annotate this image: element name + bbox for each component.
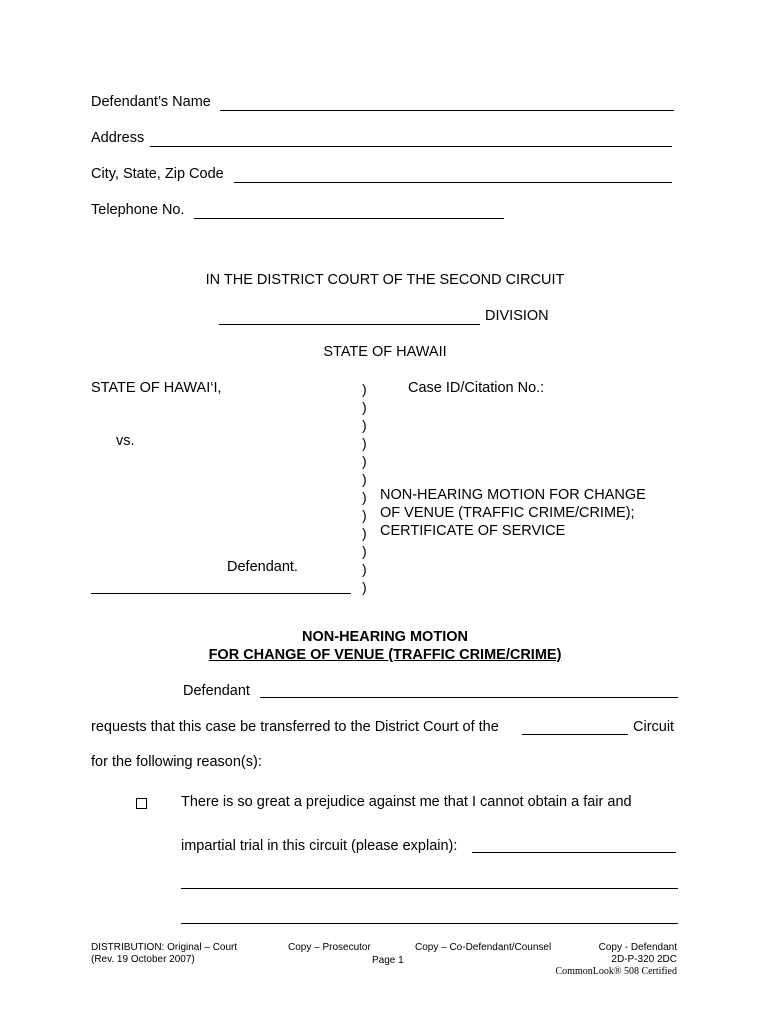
paren: ) (362, 579, 367, 595)
reason-1-line-2: impartial trial in this circuit (please explain): (181, 838, 458, 854)
city-state-zip-label: City, State, Zip Code (91, 166, 224, 182)
paren: ) (362, 561, 367, 577)
footer-copy-codefendant: Copy – Co-Defendant/Counsel (415, 942, 552, 953)
reason-explain-line-1[interactable] (472, 852, 676, 853)
document-title-line-2: OF VENUE (TRAFFIC CRIME/CRIME); (380, 505, 635, 521)
paren: ) (362, 435, 367, 451)
address-label: Address (91, 130, 145, 146)
circuit-line[interactable] (522, 734, 628, 735)
motion-heading-line-1: NON-HEARING MOTION (302, 629, 468, 645)
defendant-name-line[interactable] (220, 110, 674, 111)
circuit-label: Circuit (633, 719, 675, 735)
footer-certified: CommonLook® 508 Certified (555, 966, 677, 977)
footer-form-number: 2D-P-320 2DC (611, 954, 677, 965)
paren: ) (362, 381, 367, 397)
defendant-name-label: Defendant’s Name (91, 94, 211, 110)
paren: ) (362, 453, 367, 469)
footer-distribution: DISTRIBUTION: Original – Court (91, 942, 238, 953)
telephone-line[interactable] (194, 218, 504, 219)
plaintiff-name: STATE OF HAWAI‘I, (91, 380, 222, 396)
paren: ) (362, 507, 367, 523)
city-state-zip-line[interactable] (234, 182, 672, 183)
court-title: IN THE DISTRICT COURT OF THE SECOND CIRCUIT (205, 272, 565, 288)
defendant-caption-line[interactable] (91, 593, 351, 594)
document-title-line-1: NON-HEARING MOTION FOR CHANGE (380, 487, 646, 503)
vs-label: vs. (116, 433, 135, 449)
reason-explain-line-2[interactable] (181, 888, 678, 889)
division-line[interactable] (219, 324, 480, 325)
footer-copy-prosecutor: Copy – Prosecutor (288, 942, 371, 953)
motion-heading-line-2: FOR CHANGE OF VENUE (TRAFFIC CRIME/CRIME) (208, 647, 562, 663)
motion-defendant-label: Defendant (183, 683, 250, 699)
address-line[interactable] (150, 146, 672, 147)
paren: ) (362, 417, 367, 433)
footer-page-number: Page 1 (372, 955, 404, 966)
defendant-caption-label: Defendant. (227, 559, 298, 575)
reason-1-checkbox[interactable] (136, 798, 147, 809)
footer-revision: (Rev. 19 October 2007) (91, 954, 195, 965)
reason-1-line-1: There is so great a prejudice against me that I cannot obtain a fair and (181, 794, 632, 810)
document-title-line-3: CERTIFICATE OF SERVICE (380, 523, 566, 539)
paren: ) (362, 543, 367, 559)
paren: ) (362, 471, 367, 487)
case-id-label: Case ID/Citation No.: (408, 380, 545, 396)
state-heading: STATE OF HAWAII (323, 344, 447, 360)
paren: ) (362, 489, 367, 505)
paren: ) (362, 399, 367, 415)
telephone-label: Telephone No. (91, 202, 185, 218)
request-text: requests that this case be transferred to the District Court of the (91, 719, 499, 735)
footer-copy-defendant: Copy - Defendant (598, 942, 677, 953)
division-label: DIVISION (485, 308, 549, 324)
motion-defendant-line[interactable] (260, 697, 678, 698)
reason-explain-line-3[interactable] (181, 923, 678, 924)
reasons-label: for the following reason(s): (91, 754, 262, 770)
paren: ) (362, 525, 367, 541)
